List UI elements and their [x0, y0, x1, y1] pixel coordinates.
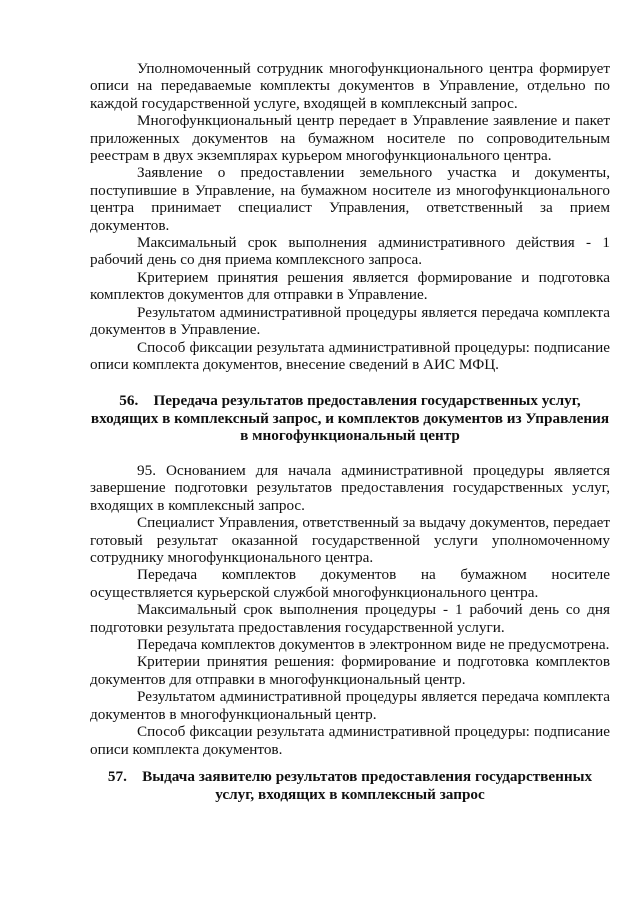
paragraph: Максимальный срок выполнения административного действия - 1 рабочий день со дня приема комплексного запроса.	[90, 234, 610, 269]
paragraph: Уполномоченный сотрудник многофункционального центра формирует описи на передаваемые комплекты документов в Управление, отдельно по каждой государственной услуге, входящей в комплексный запрос.	[90, 60, 610, 112]
section-57-heading	[90, 768, 610, 803]
section-56-heading	[90, 392, 610, 445]
paragraph: Максимальный срок выполнения процедуры - 1 рабочий день со дня подготовки результата предоставления государственной услуги.	[90, 601, 610, 636]
paragraph: Заявление о предоставлении земельного участка и документы, поступившие в Управление, на бумажном носителе из многофункционального центра принимает специалист Управления, ответственный за прием документов.	[90, 164, 610, 234]
paragraph: Специалист Управления, ответственный за выдачу документов, передает готовый результат оказанной государственной услуги уполномоченному сотруднику многофункционального центра.	[90, 514, 610, 567]
paragraph: Критерии принятия решения: формирование и подготовка комплектов документов для отправки в многофункциональный центр.	[90, 653, 610, 688]
paragraph: 95. Основанием для начала административной процедуры является завершение подготовки результатов предоставления государственных услуг, входящих в комплексный запрос.	[90, 462, 610, 514]
paragraph: Передача комплектов документов на бумажном носителе осуществляется курьерской службой многофункционального центра.	[90, 566, 610, 601]
paragraph: Результатом административной процедуры является передача комплекта документов в Управление.	[90, 303, 610, 339]
paragraph: Результатом административной процедуры является передача комплекта документов в многофункциональный центр.	[90, 688, 610, 723]
paragraph: Многофункциональный центр передает в Управление заявление и пакет приложенных документов на бумажном носителе по сопроводительным реестрам в двух экземплярах курьером многофункционального центра.	[90, 112, 610, 165]
section-56-body	[90, 462, 610, 758]
section-55-body	[90, 60, 610, 373]
paragraph: Способ фиксации результата административной процедуры: подписание описи комплекта документов.	[90, 723, 610, 758]
section-title: Передача результатов предоставления государственных услуг, входящих в комплексный запрос, и комплектов документов из Управления в многофункциональный центр	[90, 392, 610, 445]
section-number: 56.	[119, 392, 139, 409]
paragraph: Критерием принятия решения является формирование и подготовка комплектов документов для отправки в Управление.	[90, 268, 610, 304]
section-number: 57.	[107, 768, 127, 785]
section-title: Выдача заявителю результатов предоставления государственных услуг, входящих в комплексный запрос	[142, 768, 593, 803]
paragraph: Передача комплектов документов в электронном виде не предусмотрена.	[137, 636, 610, 654]
paragraph: Способ фиксации результата административной процедуры: подписание описи комплекта документов, внесение сведений в АИС МФЦ.	[90, 338, 610, 373]
